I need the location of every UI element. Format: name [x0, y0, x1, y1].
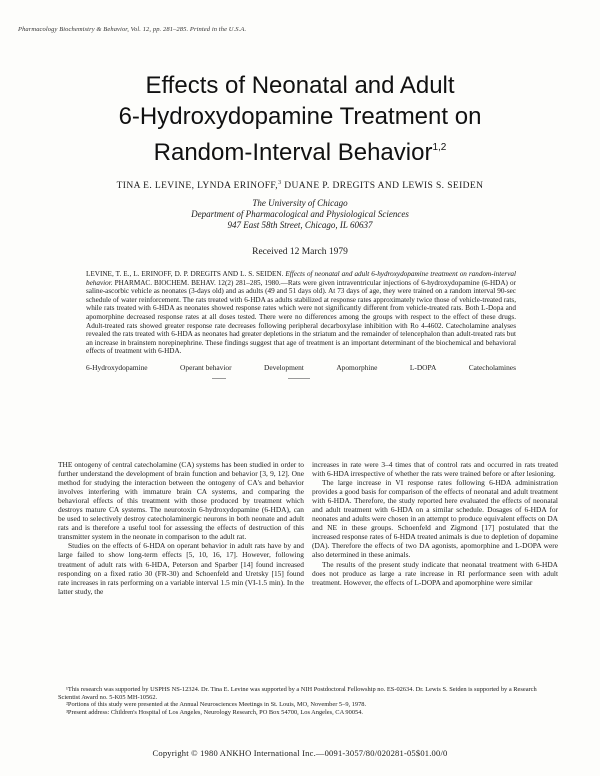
abstract-citation-title: Effects of neonatal and adult 6-hydroxydopamine treatment on random-interval behavior.	[86, 270, 516, 287]
keyword: Catecholamines	[468, 363, 516, 372]
received-date: Received 12 March 1979	[252, 247, 348, 257]
footnotes	[58, 686, 558, 717]
body-column-left	[58, 460, 304, 596]
body-paragraph: The large increase in VI response rates following 6-HDA administration provides a good basis for comparison of the effects of neonatal and adult treatment with 6-HDA. Therefore, the study reported here evaluated the effects of neonatal and adult treatment with 6-HDA on a similar schedule. Dosages of 6-HDA for neonates and adults were chosen in an attempt to produce equivalent effects on DA and NE in these groups. Schoenfeld and Zigmond [17] postulated that the increased response rates of 6-HDA treated animals is due to depletion of dopamine (DA). Therefore the effects of two DA agonists, apomorphine and L-DOPA were also determined in these animals.	[312, 478, 558, 560]
keyword: Operant behavior	[180, 363, 232, 372]
keyword: Development	[264, 363, 304, 372]
affiliation-line-2: Department of Pharmacological and Physiological Sciences	[191, 209, 409, 219]
abstract-citation-journal: PHARMAC. BIOCHEM. BEHAV. 12(2) 281–285, 1980.	[114, 278, 281, 287]
affiliation	[0, 198, 600, 231]
affiliation-line-1: The University of Chicago	[252, 198, 348, 208]
abstract-citation: LEVINE, T. E., L. ERINOFF, D. P. DREGITS AND L. S. SEIDEN.	[86, 270, 284, 278]
title-footnote-marker: 1,2	[432, 142, 447, 153]
author-footnote-marker: 3	[278, 180, 282, 186]
keyword: L-DOPA	[409, 363, 437, 372]
title-line-2: 6-Hydroxydopamine Treatment on	[118, 103, 482, 130]
keywords	[86, 363, 516, 372]
copyright-line: Copyright © 1980 ANKHO International Inc.—0091-3057/80/020281-05$01.00/0	[152, 748, 448, 758]
body-paragraph: THE ontogeny of central catecholamine (CA) systems has been studied in order to further understand the development of brain function and behavior [3, 9, 12]. One method for studying the interaction between the ontogeny of CA's and behavior involves interfering with immature brain CA systems, and comparing the behavioral effects of this treatment with those produced by treatment which destroys mature CA systems. The neurotoxin 6-hydroxydopamine (6-HDA), can be used to selectively destroy catecholaminergic neurons in both neonate and adult rats and is therefore a useful tool for assessing the effects of destruction of this transmitter system in the neonate in comparison to the adult rat.	[58, 460, 304, 542]
abstract-body: —Rats were given intraventricular injections of 6-hydroxydopamine (6-HDA) or saline-ascorbic vehicle as neonates (3-days old) and as adults (49 and 51 days old). At 73 days of age, they were trained on a random interval 90-sec schedule of water reinforcement. The rats treated with 6-HDA as adults stabilized at response rates approximately twice those of vehicle-treated rats, while rats treated with 6-HDA as neonates showed response rates which were not significantly different from vehicle-treated rats. Both L-Dopa and apomorphine decreased response rates at all doses tested. There were no differences among the groups with respect to the effect of these drugs. Adult-treated rats showed greater response rate decreases following peripheral decarboxylase inhibition with Ro 4-4602. Catecholamine analyses revealed the rats treated with 6-HDA as neonates had greater depletions in the striatum and the remainder of telencephalon than adult-treated rats but an increase in brainstem norepinephrine. These findings suggest that age of treatment is an important determinant of the biochemical and behavioral effects of treatment with 6-HDA.	[86, 278, 516, 356]
article-title	[0, 70, 600, 168]
running-head: Pharmacology Biochemistry & Behavior, Vol. 12, pp. 281–285. Printed in the U.S.A.	[18, 26, 247, 33]
authors-part-1: TINA E. LEVINE, LYNDA ERINOFF,	[116, 181, 279, 192]
footnote: ²Portions of this study were presented at the Annual Neurosciences Meetings in St. Louis, MO, November 5–9, 1978.	[66, 701, 367, 709]
footnote: ¹This research was supported by USPHS NS-12324. Dr. Tina E. Levine was supported by a NIH Postdoctoral Fellowship no. ES-02634. Dr. Lewis S. Seiden is supported by a Research Scientist Award no. 5-K05 MH-10562.	[58, 686, 537, 701]
author-list	[0, 180, 600, 191]
keyword-rule	[212, 378, 226, 379]
body-paragraph: increases in rate were 3–4 times that of control rats and occurred in rats treated with 6-HDA irrespective of whether the rats were trained before or after lesioning.	[312, 460, 558, 479]
abstract	[86, 270, 516, 356]
footnote: ³Present address: Children's Hospital of Los Angeles, Neurology Research, PO Box 54700, Los Angeles, CA 90054.	[66, 709, 364, 717]
keyword: Apomorphine	[336, 363, 378, 372]
body-paragraph: The results of the present study indicate that neonatal treatment with 6-HDA does not produce as large a rate increase in RI performance seen with adult treatment. However, the effects of L-DOPA and apomorphine were similar	[312, 559, 558, 587]
title-line-1: Effects of Neonatal and Adult	[145, 72, 455, 99]
authors-part-2: DUANE P. DREGITS AND LEWIS S. SEIDEN	[281, 181, 484, 192]
body-column-right	[312, 460, 558, 587]
body-paragraph: Studies on the effects of 6-HDA on operant behavior in adult rats have by and large failed to show long-term effects [5, 10, 16, 17]. However, following treatment of adult rats with 6-HDA, Peterson and Sparber [14] found increased responding on a fixed ratio 30 (FR-30) and Schoenfeld and Uretsky [15] found rate increases in rats performing on a variable interval 1.5 min (VI-1.5 min). In the latter study, the	[58, 541, 304, 596]
keyword-rule	[288, 378, 310, 379]
title-line-3-text: Random-Interval Behavior	[153, 139, 433, 166]
title-line-3	[0, 132, 600, 168]
affiliation-line-3: 947 East 58th Street, Chicago, IL 60637	[227, 220, 373, 230]
keyword: 6-Hydroxydopamine	[86, 363, 148, 372]
